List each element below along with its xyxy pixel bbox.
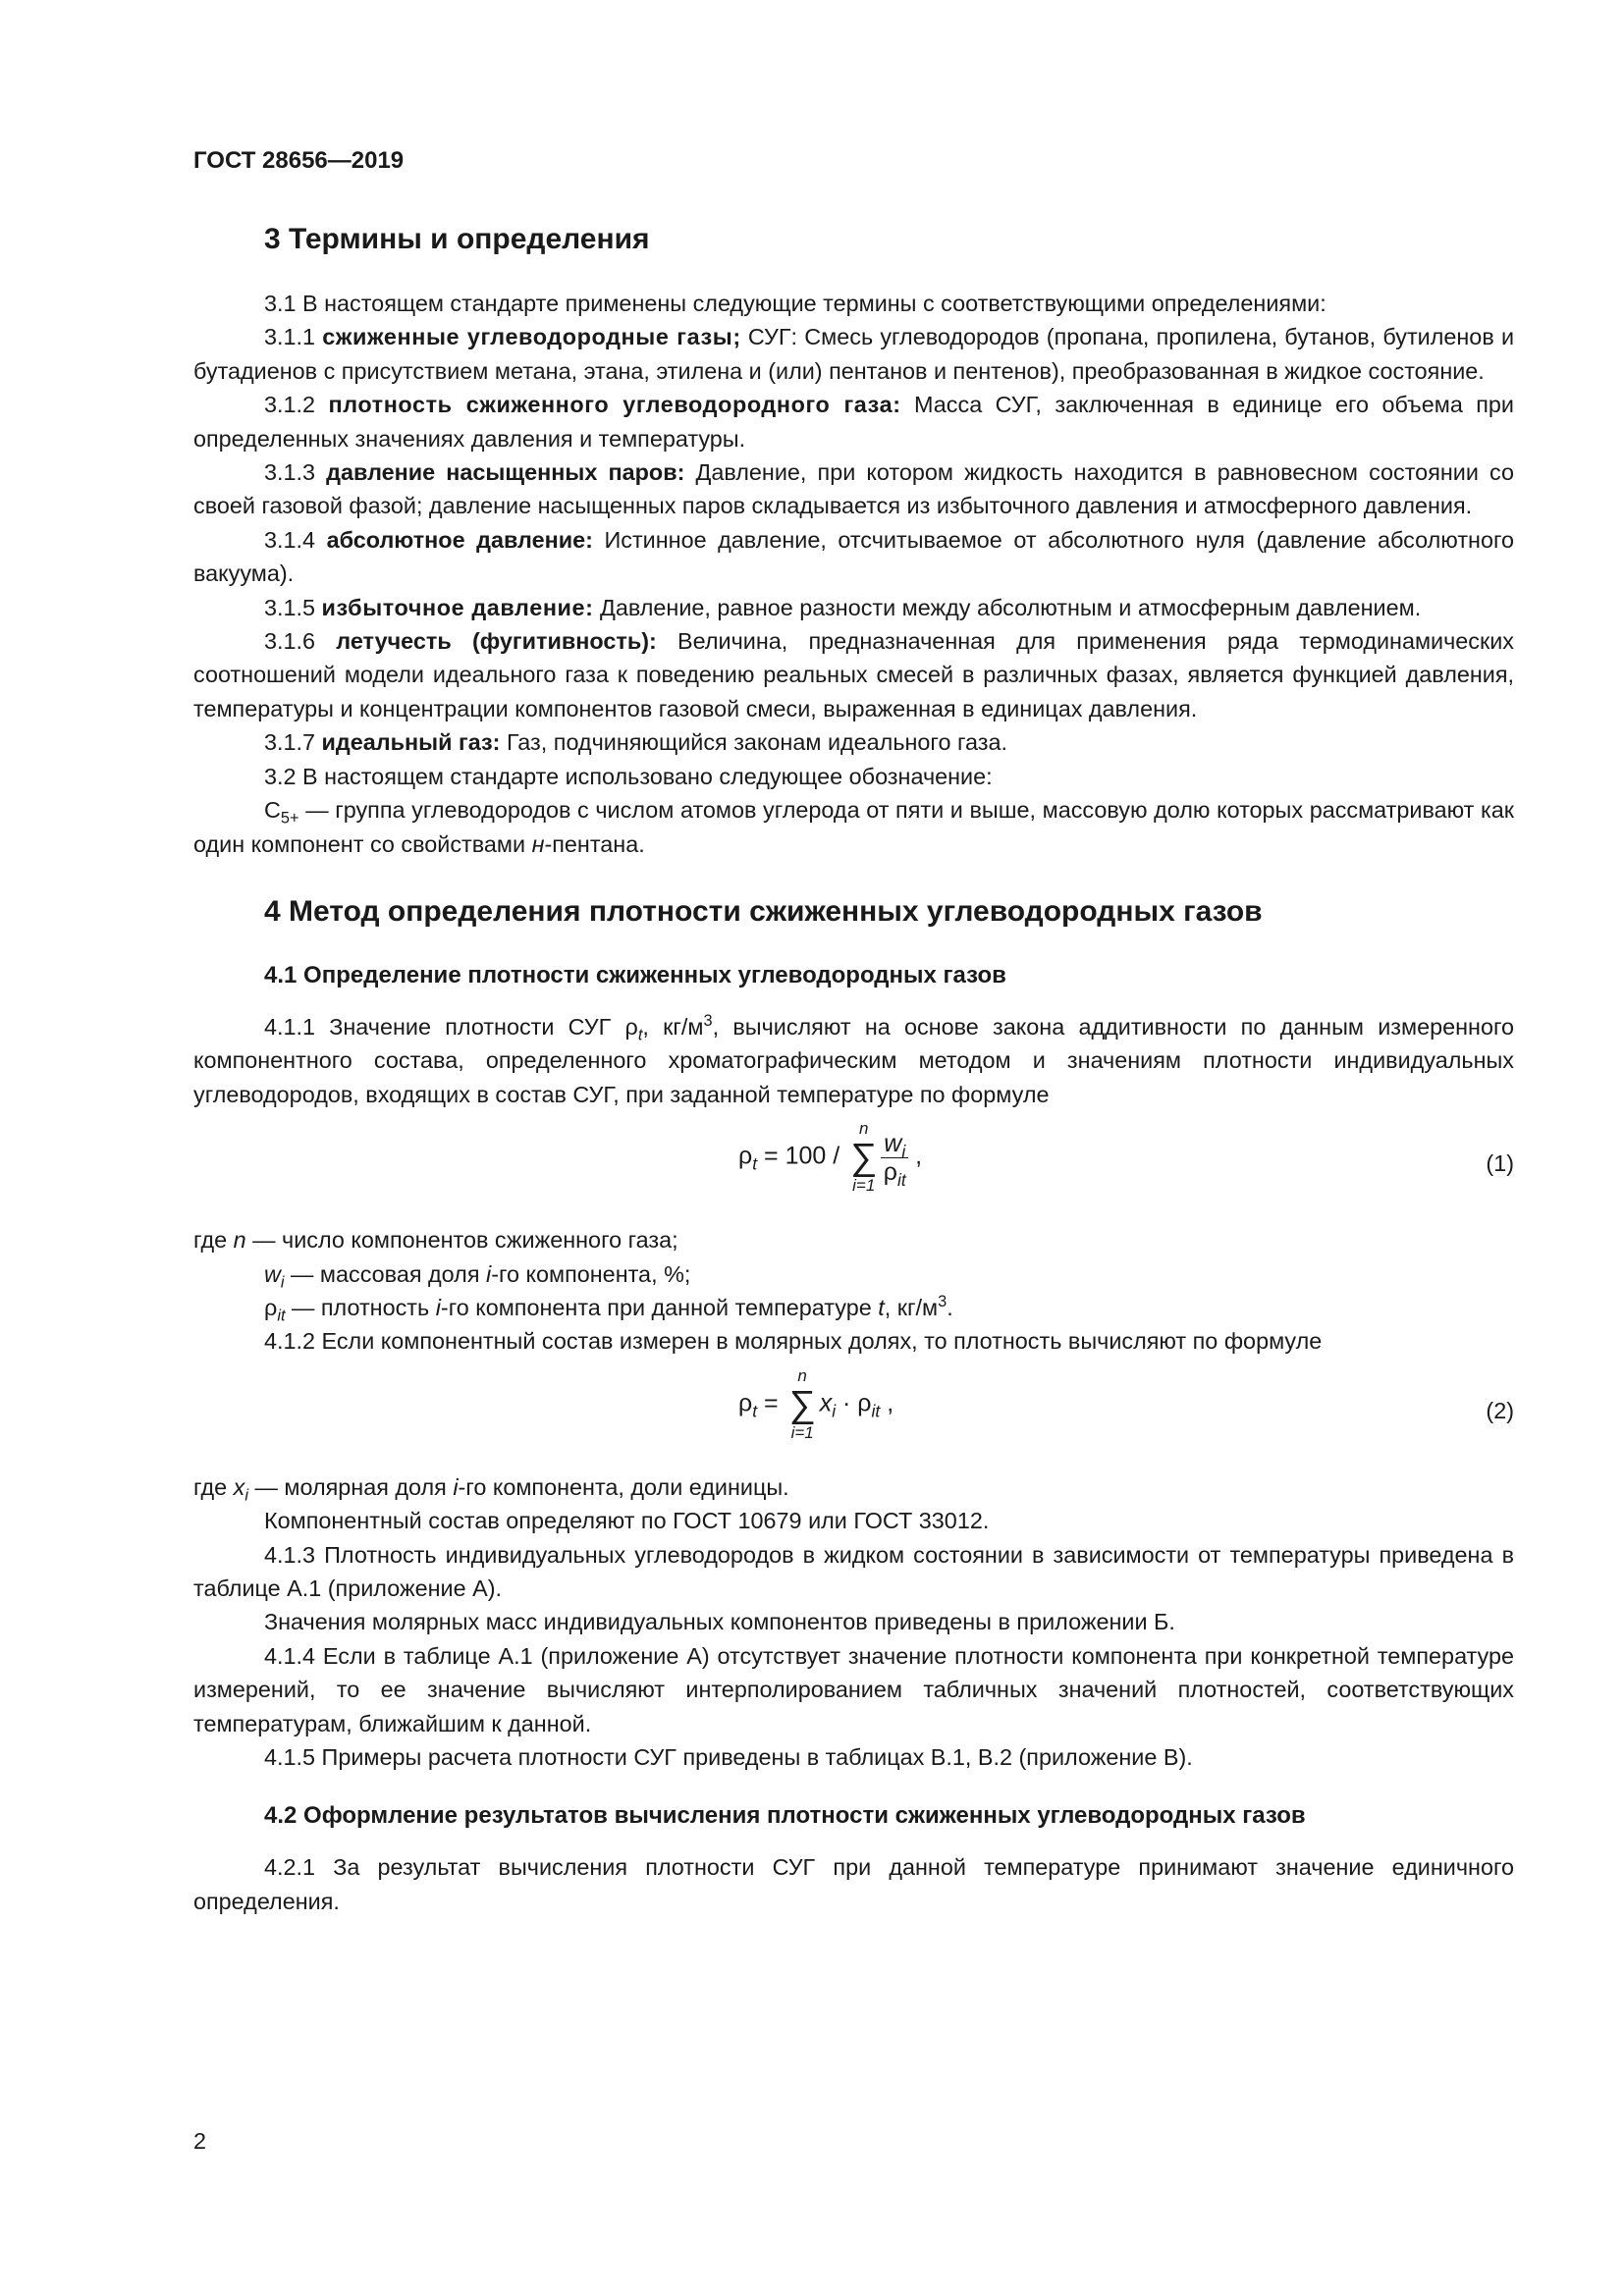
- sum-lower-limit: i=1: [790, 1422, 814, 1442]
- paragraph-3-2: 3.2 В настоящем стандарте использовано следующее обозначение:: [264, 763, 993, 789]
- text-run: — плотность: [285, 1294, 436, 1320]
- term-definition: Истинное давление, отсчитываемое от абсолютного нуля (давление абсолютного вакуума).: [193, 526, 1514, 587]
- formula-tail: ,: [908, 1142, 923, 1170]
- dot-rho: · ρ: [836, 1389, 872, 1417]
- summation-sign: n ∑ i=1: [850, 1119, 878, 1196]
- term-number: 3.1.2: [264, 392, 329, 418]
- term-label: идеальный газ:: [321, 729, 501, 756]
- document-code-header: ГОСТ 28656—2019: [193, 147, 405, 174]
- rho-symbol: ρ: [738, 1142, 753, 1170]
- where-rho: [193, 1291, 1514, 1324]
- term-label: абсолютное давление:: [326, 526, 593, 553]
- sum-upper-limit: n: [797, 1365, 807, 1385]
- w-symbol: w: [884, 1129, 902, 1157]
- subscript-i: i: [244, 1486, 248, 1505]
- var-x: x: [819, 1389, 833, 1417]
- var-i: i: [453, 1473, 459, 1500]
- paragraph-4-1-1: [193, 1010, 1514, 1111]
- rho-symbol: ρ: [264, 1294, 278, 1320]
- term-number: 3.1.1: [264, 324, 323, 350]
- fraction: [881, 1129, 908, 1190]
- var-w: w: [264, 1260, 281, 1287]
- fraction-numerator: [881, 1129, 908, 1161]
- section-3-title: 3 Термины и определения: [264, 223, 650, 255]
- var-i: i: [435, 1294, 441, 1320]
- sum-lower-limit: i=1: [852, 1176, 876, 1196]
- subscript-t: t: [637, 1026, 643, 1044]
- text-run: — массовая доля: [284, 1260, 486, 1287]
- paragraph-4-1-4: 4.1.4 Если в таблице А.1 (приложение А) отсутствует значение плотности компонента при конкретной температуре измерений, то ее значение вычисляют интерполированием табличных значений плотностей, соответствующих температурам, ближайшим к данной.: [193, 1642, 1514, 1736]
- term-label: летучесть (фугитивность):: [336, 628, 657, 655]
- symbol-italic: н: [531, 830, 545, 857]
- subscript-i: i: [901, 1141, 906, 1161]
- paragraph-4-1-2: 4.1.2 Если компонентный состав измерен в молярных долях, то плотность вычисляют по формуле: [264, 1328, 1323, 1355]
- text-run: 4.1.1 Значение плотности СУГ ρ: [264, 1013, 638, 1040]
- equals-part: =: [757, 1389, 785, 1417]
- subscript-it: it: [277, 1307, 286, 1325]
- subscript-t: t: [752, 1153, 758, 1174]
- superscript: 3: [703, 1012, 713, 1031]
- sum-upper-limit: n: [858, 1119, 869, 1139]
- text-run: , кг/м: [642, 1013, 704, 1040]
- text-run: где: [193, 1473, 234, 1500]
- term-number: 3.1.5: [264, 594, 322, 620]
- subscript-it: it: [896, 1169, 906, 1190]
- term-label: сжиженные углеводородные газы;: [322, 324, 741, 350]
- term-definition: Давление, равное разности между абсолютным и атмосферным давлением.: [593, 594, 1422, 620]
- term-definition: Величина, предназначенная для применения ряда термодинамических соотношений модели идеального газа к поведению реальных смесей в различных фазах, является функцией давления, температуры и концентрации компонентов газовой смеси, выраженная в единицах давления.: [193, 628, 1514, 721]
- symbol-c5-definition: [193, 793, 1514, 861]
- text-run: где: [193, 1227, 234, 1254]
- paragraph-3-1: 3.1 В настоящем стандарте применены следующие термины с соответствующими определениями:: [264, 291, 1326, 316]
- text-run: .: [947, 1294, 953, 1320]
- text-run: — молярная доля: [247, 1473, 454, 1500]
- subscript-i: i: [832, 1401, 837, 1421]
- term-number: 3.1.7: [264, 729, 322, 756]
- term-3-1-5: [193, 591, 1514, 624]
- term-3-1-4: [193, 523, 1514, 591]
- term-definition: СУГ: Смесь углеводородов (пропана, пропилена, бутанов, бутиленов и бутадиенов с присутствием метана, этана, этилена и (или) пентанов и пентенов), преобразованная в жидкое состояние.: [193, 324, 1515, 384]
- formula-tail: ,: [880, 1389, 894, 1417]
- text-run: — число компонентов сжиженного газа;: [245, 1227, 678, 1254]
- term-3-1-6: [193, 624, 1514, 725]
- term-definition: Газ, подчиняющийся законам идеального газа.: [500, 729, 1007, 756]
- document-body: [193, 220, 1514, 1918]
- text-run: , вычисляют на основе закона аддитивности по данным измеренного компонентного состава, определенного хроматографическим методом и значениям плотности индивидуальных углеводородов, входящих в состав СУГ, при заданной температуре по формуле: [193, 1013, 1514, 1107]
- formula-1-expression: [738, 1119, 922, 1213]
- text-run: -го компонента, доли единицы.: [458, 1473, 789, 1500]
- subsection-4-2-title: 4.2 Оформление результатов вычисления плотности сжиженных углеводородных газов: [264, 1802, 1306, 1830]
- equals-part: = 100 /: [757, 1142, 847, 1170]
- fraction-denominator: [881, 1157, 908, 1190]
- rho-symbol: ρ: [738, 1389, 753, 1417]
- subscript-it: it: [871, 1401, 881, 1421]
- var-t: t: [878, 1294, 885, 1320]
- symbol-subscript: 5+: [280, 809, 299, 828]
- formula-2-number: (2): [1486, 1397, 1514, 1423]
- formula-2: [193, 1366, 1514, 1461]
- where-w: [193, 1257, 1514, 1291]
- term-label: плотность сжиженного углеводородного газа:: [328, 392, 901, 418]
- var-n: n: [233, 1227, 246, 1254]
- formula-1: [193, 1119, 1514, 1213]
- var-x: x: [233, 1473, 245, 1500]
- paragraph-4-2-1: 4.2.1 За результат вычисления плотности СУГ при данной температуре принимают значение единичного определения.: [193, 1854, 1514, 1914]
- subscript-t: t: [752, 1401, 758, 1421]
- term-definition: Давление, при котором жидкость находится в равновесном состоянии со своей газовой фазой; давление насыщенных паров складывается из избыточного давления и атмосферного давления.: [193, 459, 1514, 519]
- term-number: 3.1.4: [264, 526, 327, 553]
- paragraph-composition: Компонентный состав определяют по ГОСТ 10679 или ГОСТ 33012.: [264, 1508, 990, 1534]
- summation-sign: n ∑ i=1: [788, 1365, 816, 1442]
- term-number: 3.1.3: [264, 459, 327, 486]
- term-definition: Масса СУГ, заключенная в единице его объема при определенных значениях давления и температуры.: [193, 392, 1515, 452]
- formula-1-number: (1): [1486, 1150, 1514, 1177]
- paragraph-4-1-5: 4.1.5 Примеры расчета плотности СУГ приведены в таблицах В.1, В.2 (приложение В).: [264, 1744, 1193, 1770]
- subscript-i: i: [280, 1273, 285, 1292]
- term-3-1-2: [193, 388, 1514, 455]
- section-4-title: 4 Метод определения плотности сжиженных углеводородных газов: [264, 894, 1263, 928]
- term-number: 3.1.6: [264, 628, 337, 655]
- formula-2-expression: [738, 1366, 893, 1461]
- symbol-c: C: [264, 797, 281, 824]
- text-run: -го компонента при данной температуре: [440, 1294, 879, 1320]
- text-run: , кг/м: [884, 1294, 939, 1320]
- subsection-4-1-title: 4.1 Определение плотности сжиженных углеводородных газов: [264, 961, 1006, 988]
- term-3-1-7: [193, 725, 1514, 759]
- term-3-1-3: [193, 455, 1514, 523]
- superscript: 3: [938, 1293, 947, 1311]
- page-number: 2: [193, 2128, 207, 2154]
- paragraph-molar-masses: Значения молярных масс индивидуальных компонентов приведены в приложении Б.: [264, 1609, 1175, 1635]
- term-label: давление насыщенных паров:: [326, 459, 685, 486]
- text-run: -го компонента, %;: [491, 1260, 691, 1287]
- term-3-1-1: [193, 320, 1514, 388]
- where-n: [193, 1223, 1514, 1256]
- var-i: i: [485, 1260, 492, 1287]
- term-label: избыточное давление:: [321, 594, 594, 620]
- symbol-text-end: -пентана.: [544, 830, 645, 857]
- paragraph-4-1-3: 4.1.3 Плотность индивидуальных углеводородов в жидком состоянии в зависимости от температуры приведена в таблице А.1 (приложение А).: [193, 1541, 1514, 1601]
- symbol-text: — группа углеводородов с числом атомов углерода от пяти и выше, массовую долю которых рассматривают как один компонент со свойствами: [193, 797, 1514, 857]
- where-x: [193, 1470, 1514, 1504]
- rho-symbol: ρ: [883, 1157, 897, 1186]
